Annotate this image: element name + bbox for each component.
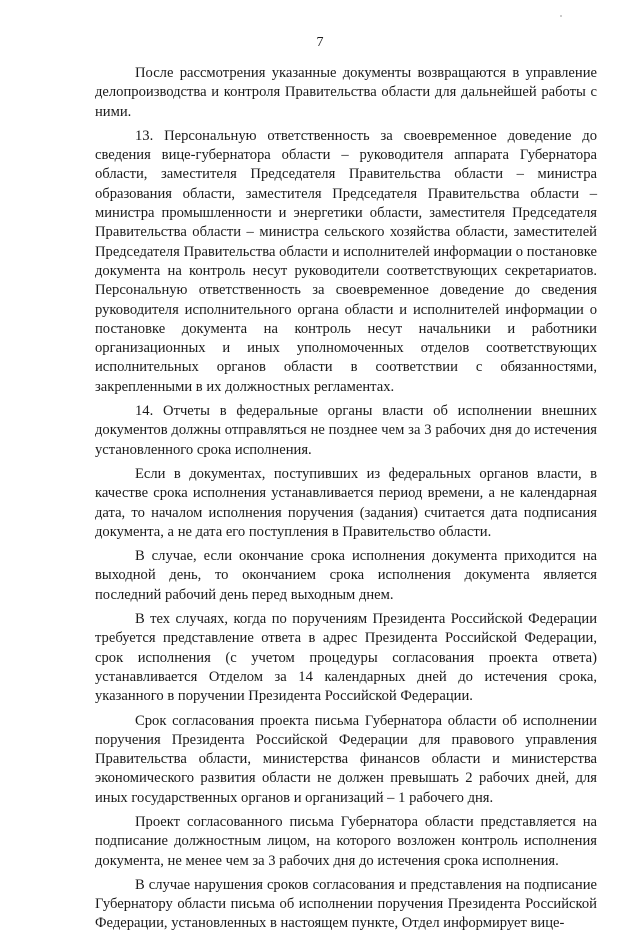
paragraph-6: В тех случаях, когда по поручениям Президента Российской Федерации требуется представление ответа в адрес Президента Российской Федерации, срок исполнения (с учетом процедуры согласования проекта ответа) устанавливается Отделом за 14 календарных дней до истечения срока, указанного в поручении Президента Российской Федерации.: [95, 611, 597, 705]
paragraph-9: В случае нарушения сроков согласования и представления на подписание Губернатору области письма об исполнении поручения Президента Российской Федерации, установленных в настоящем пункте, Отдел информирует вице-: [95, 876, 597, 932]
paragraph-7: Срок согласования проекта письма Губернатора области об исполнении поручения Президента Российской Федерации для правового управления Правительства области, министерства финансов области и министерства экономического развития области не должен превышать 2 рабочих дней, для иных государственных органов и организаций – 1 рабочего дня.: [95, 712, 597, 806]
paragraph-8: Проект согласованного письма Губернатора области представляется на подписание должностным лицом, на которого возложен контроль исполнения документа, не менее чем за 3 рабочих дня до истечения срока исполнения.: [95, 813, 597, 869]
paragraph-3: 14. Отчеты в федеральные органы власти об исполнении внешних документов должны отправляться не позднее чем за 3 рабочих дня до истечения установленного срока исполнения.: [95, 403, 597, 458]
paragraph-4: Если в документах, поступивших из федеральных органов власти, в качестве срока исполнения устанавливается период времени, а не календарная дата, то началом исполнения поручения (задания) считается дата подписания документа, а не дата его поступления в Правительство области.: [95, 465, 597, 540]
paragraph-2: 13. Персональную ответственность за своевременное доведение до сведения вице-губернатора области – руководителя аппарата Губернатора области, заместителя Председателя Правительства области – министра образования области, заместителя Председателя Правительства области – министра промышленности и энергетики области, заместителя Председателя Правительства области – министра сельского хозяйства области, заместителей Председателя Правительства области и исполнителей информации о постановке документа на контроль несут руководители соответствующих секретариатов. Персональную ответственность за своевременное доведение до сведения руководителя исполнительного органа области и исполнителей информации о постановке документа на контроль несут начальники и работники организационных и иных уполномоченных отделов соответствующих исполнительных органов области в соответствии с обязанностями, закрепленными в их должностных регламентах.: [95, 127, 597, 395]
paragraph-1: После рассмотрения указанные документы возвращаются в управление делопроизводства и контроля Правительства области для дальнейшей работы с ними.: [95, 65, 597, 120]
scan-speck: [560, 15, 562, 17]
paragraph-5: В случае, если окончание срока исполнения документа приходится на выходной день, то окончанием срока исполнения документа является последний рабочий день перед выходным днем.: [95, 548, 597, 603]
page-number: 7: [316, 35, 324, 50]
document-body: [95, 64, 597, 939]
